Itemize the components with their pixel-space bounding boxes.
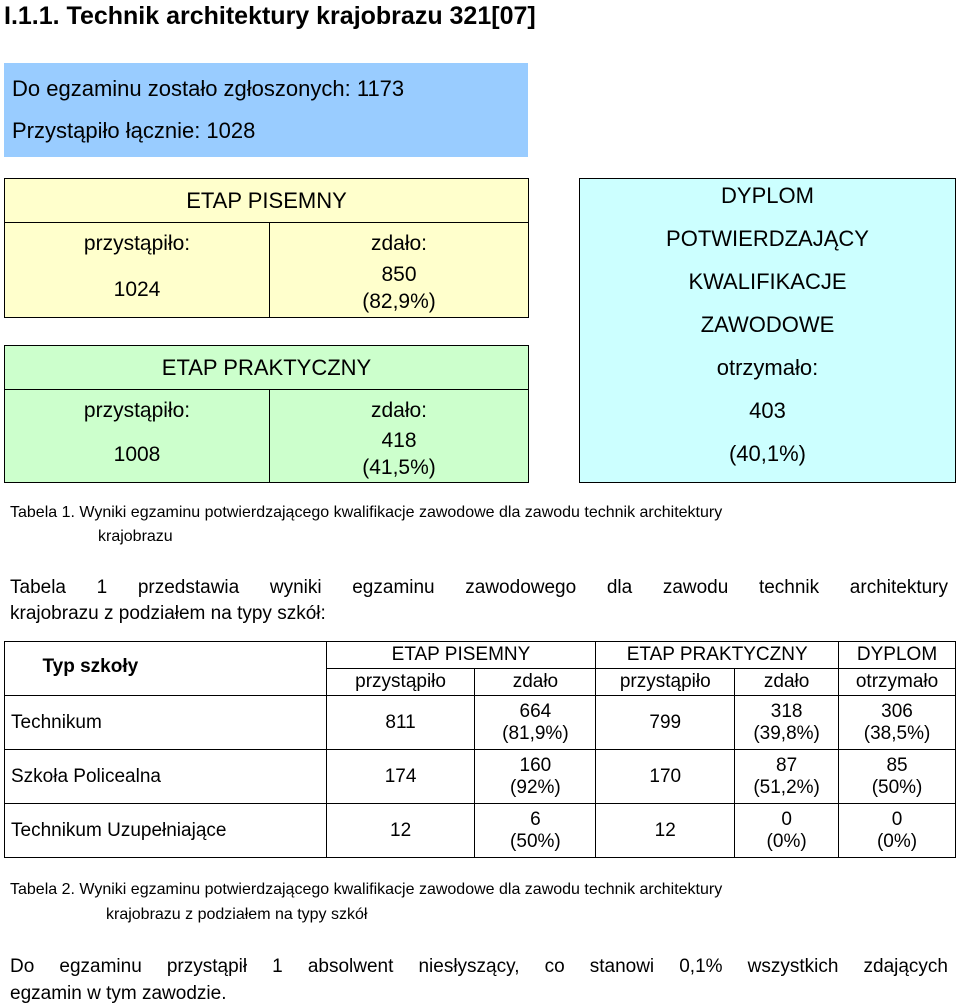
- paragraph-2-line-2: egzamin w tym zawodzie.: [10, 983, 227, 1004]
- paragraph-1-line-1: Tabela 1 przedstawia wyniki egzaminu zawodowego dla zawodu technik architektury: [10, 577, 948, 598]
- diploma-line-4: ZAWODOWE: [700, 312, 835, 337]
- practical-passed: 318 (39,8%): [735, 696, 839, 750]
- summary-box: [4, 63, 528, 157]
- table-row: [5, 696, 956, 750]
- written-attended-label: przystąpiło:: [83, 232, 191, 255]
- practical-attended-value: 1008: [113, 443, 161, 466]
- practical-stage-box: [4, 345, 529, 483]
- diploma-received-pct: (40,1%): [728, 441, 807, 466]
- caption-table-1: Tabela 1. Wyniki egzaminu potwierdzającego kwalifikacje zawodowe dla zawodu technik architektury: [10, 504, 723, 521]
- written-attended: 12: [326, 804, 475, 858]
- written-attended: 811: [326, 696, 475, 750]
- caption-table-2-cont: krajobrazu z podziałem na typy szkół: [106, 906, 368, 923]
- subheader-written-attended: przystąpiło: [326, 669, 475, 696]
- practical-attended-label: przystąpiło:: [83, 399, 191, 422]
- table-row: [5, 750, 956, 804]
- practical-passed-pct: (41,5%): [362, 456, 436, 479]
- school-name: Szkoła Policealna: [5, 750, 327, 804]
- written-passed-pct: (82,9%): [362, 290, 436, 313]
- paragraph-1-line-2: krajobrazu z podziałem na typy szkół:: [10, 603, 326, 624]
- subheader-written-passed: zdało: [475, 669, 596, 696]
- diploma-received: 306 (38,5%): [839, 696, 956, 750]
- diploma-received: 0 (0%): [839, 804, 956, 858]
- subheader-practical-passed: zdało: [735, 669, 839, 696]
- written-attended-value: 1024: [113, 278, 161, 301]
- registered-count: Do egzaminu zostało zgłoszonych: 1173: [12, 76, 405, 101]
- written-attended: 174: [326, 750, 475, 804]
- diploma-received: 85 (50%): [839, 750, 956, 804]
- school-name: Technikum Uzupełniające: [5, 804, 327, 858]
- diploma-line-2: POTWIERDZAJĄCY: [666, 226, 869, 251]
- section-title: I.1.1. Technik architektury krajobrazu 321[07]: [4, 2, 536, 30]
- diploma-line-3: KWALIFIKACJE: [688, 269, 847, 294]
- header-written-stage: ETAP PISEMNY: [326, 642, 596, 669]
- practical-stage-header: ETAP PRAKTYCZNY: [5, 346, 528, 390]
- written-passed-label: zdało:: [370, 232, 428, 255]
- practical-passed-label: zdało:: [370, 399, 428, 422]
- practical-attended: 12: [596, 804, 735, 858]
- results-by-school-table: [4, 641, 956, 858]
- written-passed-value: 850: [381, 263, 417, 286]
- written-passed: 160 (92%): [475, 750, 596, 804]
- header-diploma: DYPLOM: [839, 642, 956, 669]
- table-row: [5, 804, 956, 858]
- paragraph-2-line-1: Do egzaminu przystąpił 1 absolwent niesłyszący, co stanowi 0,1% wszystkich zdających: [10, 956, 948, 977]
- practical-attended: 799: [596, 696, 735, 750]
- header-school-type: Typ szkoły: [5, 642, 327, 696]
- caption-table-1-cont: krajobrazu: [98, 528, 173, 545]
- subheader-practical-attended: przystąpiło: [596, 669, 735, 696]
- practical-passed-value: 418: [381, 429, 417, 452]
- diploma-box: [579, 178, 956, 483]
- attended-count: Przystąpiło łącznie: 1028: [12, 118, 256, 143]
- practical-attended: 170: [596, 750, 735, 804]
- school-name: Technikum: [5, 696, 327, 750]
- diploma-received-label: otrzymało:: [716, 355, 819, 380]
- practical-passed: 87 (51,2%): [735, 750, 839, 804]
- written-stage-box: [4, 178, 529, 318]
- practical-passed: 0 (0%): [735, 804, 839, 858]
- caption-table-2: Tabela 2. Wyniki egzaminu potwierdzającego kwalifikacje zawodowe dla zawodu technik architektury: [10, 881, 723, 898]
- diploma-received-value: 403: [749, 398, 786, 423]
- written-passed: 664 (81,9%): [475, 696, 596, 750]
- written-stage-header: ETAP PISEMNY: [5, 179, 528, 223]
- header-practical-stage: ETAP PRAKTYCZNY: [596, 642, 839, 669]
- diploma-line-1: DYPLOM: [721, 183, 814, 208]
- written-passed: 6 (50%): [475, 804, 596, 858]
- subheader-diploma-received: otrzymało: [839, 669, 956, 696]
